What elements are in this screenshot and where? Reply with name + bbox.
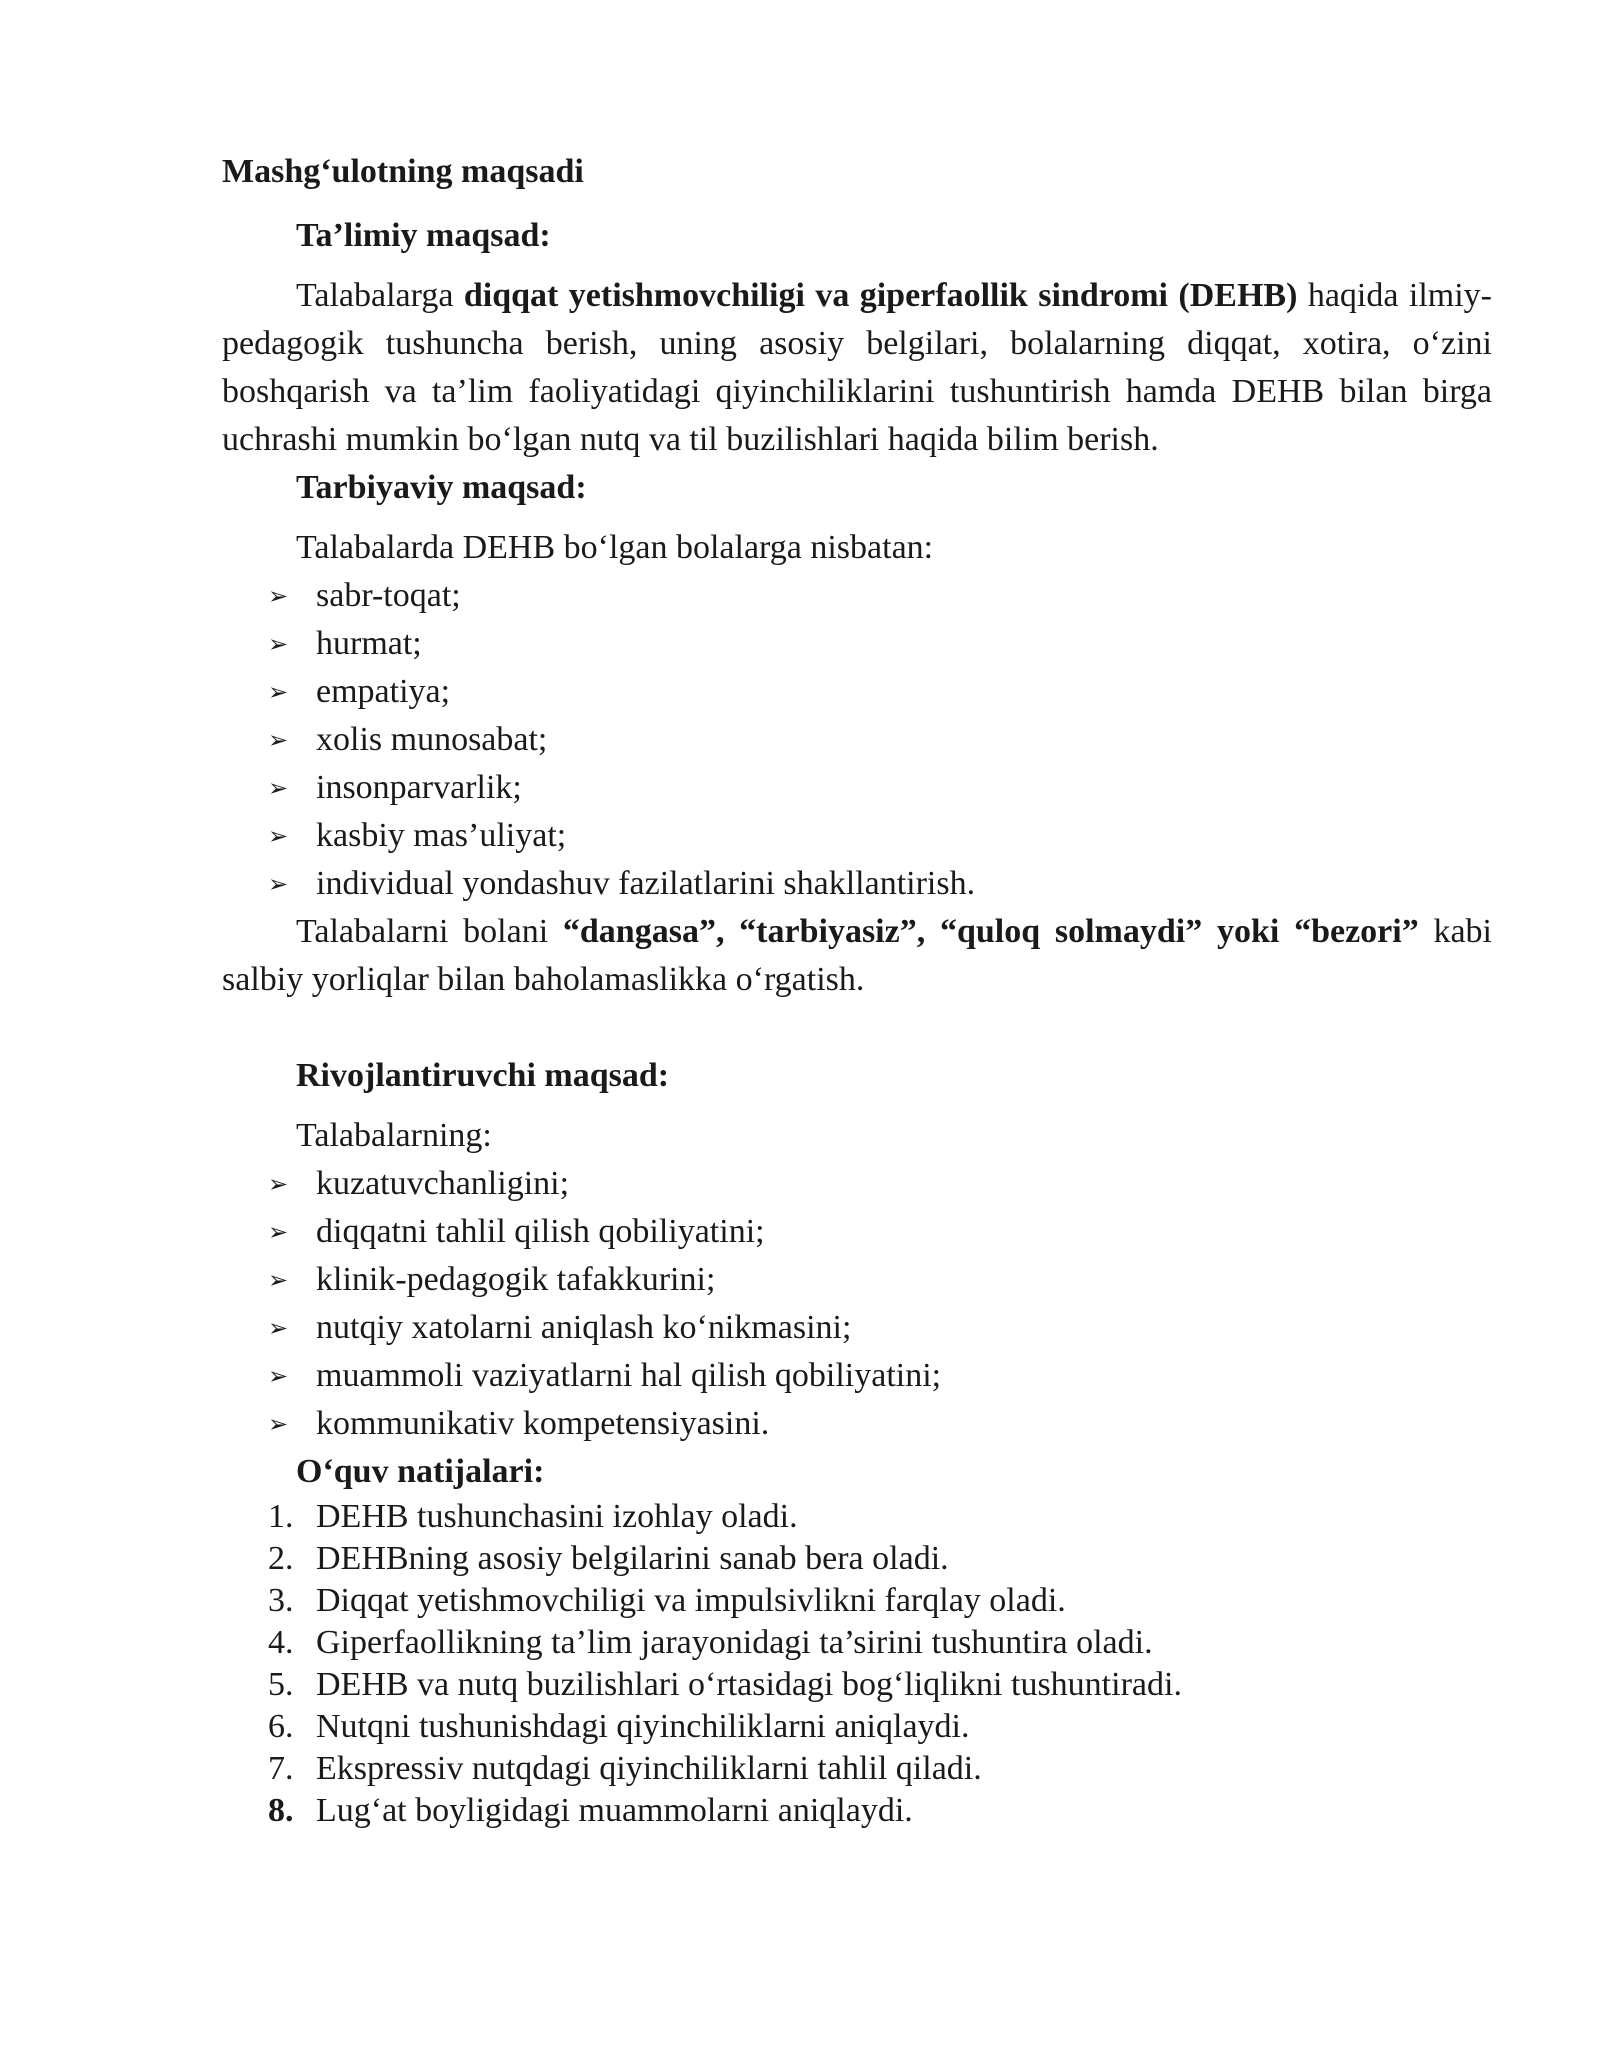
arrowhead-bullet-icon: ➢ (268, 582, 289, 610)
list-item: 7. Ekspressiv nutqdagi qiyinchiliklarni tahlil qiladi. (268, 1750, 982, 1787)
list-item: ➢ empatiya; (222, 668, 1492, 716)
rivojlantiruvchi-intro: Talabalarning: (296, 1117, 492, 1154)
tarbiyaviy-closing-paragraph (222, 908, 1492, 1004)
list-item: ➢ kasbiy mas’uliyat; (222, 812, 1492, 860)
list-item: ➢ kuzatuvchanligini; (222, 1160, 1492, 1208)
talimiy-text-bold: diqqat yetishmovchiligi va giperfaollik sindromi (DEHB) (463, 277, 1298, 314)
arrowhead-bullet-icon: ➢ (268, 678, 289, 706)
arrowhead-bullet-icon: ➢ (268, 1362, 289, 1390)
list-item: ➢ xolis munosabat; (222, 716, 1492, 764)
list-item: ➢ diqqatni tahlil qilish qobiliyatini; (222, 1208, 1492, 1256)
rivojlantiruvchi-heading: Rivojlantiruvchi maqsad: (296, 1057, 670, 1094)
natijalar-heading: O‘quv natijalari: (296, 1453, 545, 1490)
closing-text-bold: “dangasa”, “tarbiyasiz”, “quloq solmaydi” yoki “bezori” (562, 913, 1419, 950)
spacer (222, 1004, 1492, 1052)
arrowhead-bullet-icon: ➢ (268, 1314, 289, 1342)
arrowhead-bullet-icon: ➢ (268, 1218, 289, 1246)
talimiy-text-after: haqida ilmiy-pedagogik tushuncha berish, uning asosiy belgilari, bolalarning diqqat, xotira, o‘zini boshqarish va ta’lim faoliyatidagi qiyinchiliklarini tushuntirish hamda DEHB bilan birga uchrashi mumkin bo‘lgan nutq va til buzilishlari haqida bilim berish. (222, 277, 1492, 458)
list-item: ➢ sabr-toqat; (222, 572, 1492, 620)
tarbiyaviy-heading: Tarbiyaviy maqsad: (296, 469, 587, 506)
closing-text-after: kabi salbiy yorliqlar bilan baholamaslikka o‘rgatish. (222, 913, 1492, 998)
list-item: ➢ individual yondashuv fazilatlarini shakllantirish. (222, 860, 1492, 908)
arrowhead-bullet-icon: ➢ (268, 1170, 289, 1198)
page-title: Mashg‘ulotning maqsadi (222, 153, 584, 190)
list-item: ➢ insonparvarlik; (222, 764, 1492, 812)
list-item: ➢ klinik-pedagogik tafakkurini; (222, 1256, 1492, 1304)
list-item: ➢ nutqiy xatolarni aniqlash ko‘nikmasini; (222, 1304, 1492, 1352)
arrowhead-bullet-icon: ➢ (268, 630, 289, 658)
talimiy-text-before: Talabalarga (296, 277, 464, 314)
talimiy-heading: Ta’limiy maqsad: (296, 217, 551, 254)
closing-text-before: Talabalarni bolani (296, 913, 563, 950)
list-item: 2. DEHBning asosiy belgilarini sanab bera oladi. (268, 1540, 949, 1577)
list-item: 1. DEHB tushunchasini izohlay oladi. (268, 1498, 798, 1535)
list-item: 8. Lug‘at boyligidagi muammolarni aniqlaydi. (268, 1792, 913, 1829)
arrowhead-bullet-icon: ➢ (268, 1266, 289, 1294)
tarbiyaviy-intro: Talabalarda DEHB bo‘lgan bolalarga nisbatan: (296, 529, 934, 566)
arrowhead-bullet-icon: ➢ (268, 774, 289, 802)
arrowhead-bullet-icon: ➢ (268, 822, 289, 850)
list-item: 3. Diqqat yetishmovchiligi va impulsivlikni farqlay oladi. (268, 1582, 1066, 1619)
list-item: ➢ kommunikativ kompetensiyasini. (222, 1400, 1492, 1448)
rivojlantiruvchi-list (222, 1160, 1492, 1448)
list-item: ➢ hurmat; (222, 620, 1492, 668)
list-item: ➢ muammoli vaziyatlarni hal qilish qobiliyatini; (222, 1352, 1492, 1400)
tarbiyaviy-list (222, 572, 1492, 908)
list-item: 6. Nutqni tushunishdagi qiyinchiliklarni aniqlaydi. (268, 1708, 970, 1745)
list-item: 4. Giperfaollikning ta’lim jarayonidagi ta’sirini tushuntira oladi. (268, 1624, 1153, 1661)
natijalar-list (222, 1496, 1492, 1832)
talimiy-paragraph (222, 272, 1492, 464)
arrowhead-bullet-icon: ➢ (268, 1410, 289, 1438)
arrowhead-bullet-icon: ➢ (268, 726, 289, 754)
document-page (222, 148, 1492, 1832)
list-item: 5. DEHB va nutq buzilishlari o‘rtasidagi bog‘liqlikni tushuntiradi. (268, 1666, 1182, 1703)
arrowhead-bullet-icon: ➢ (268, 870, 289, 898)
